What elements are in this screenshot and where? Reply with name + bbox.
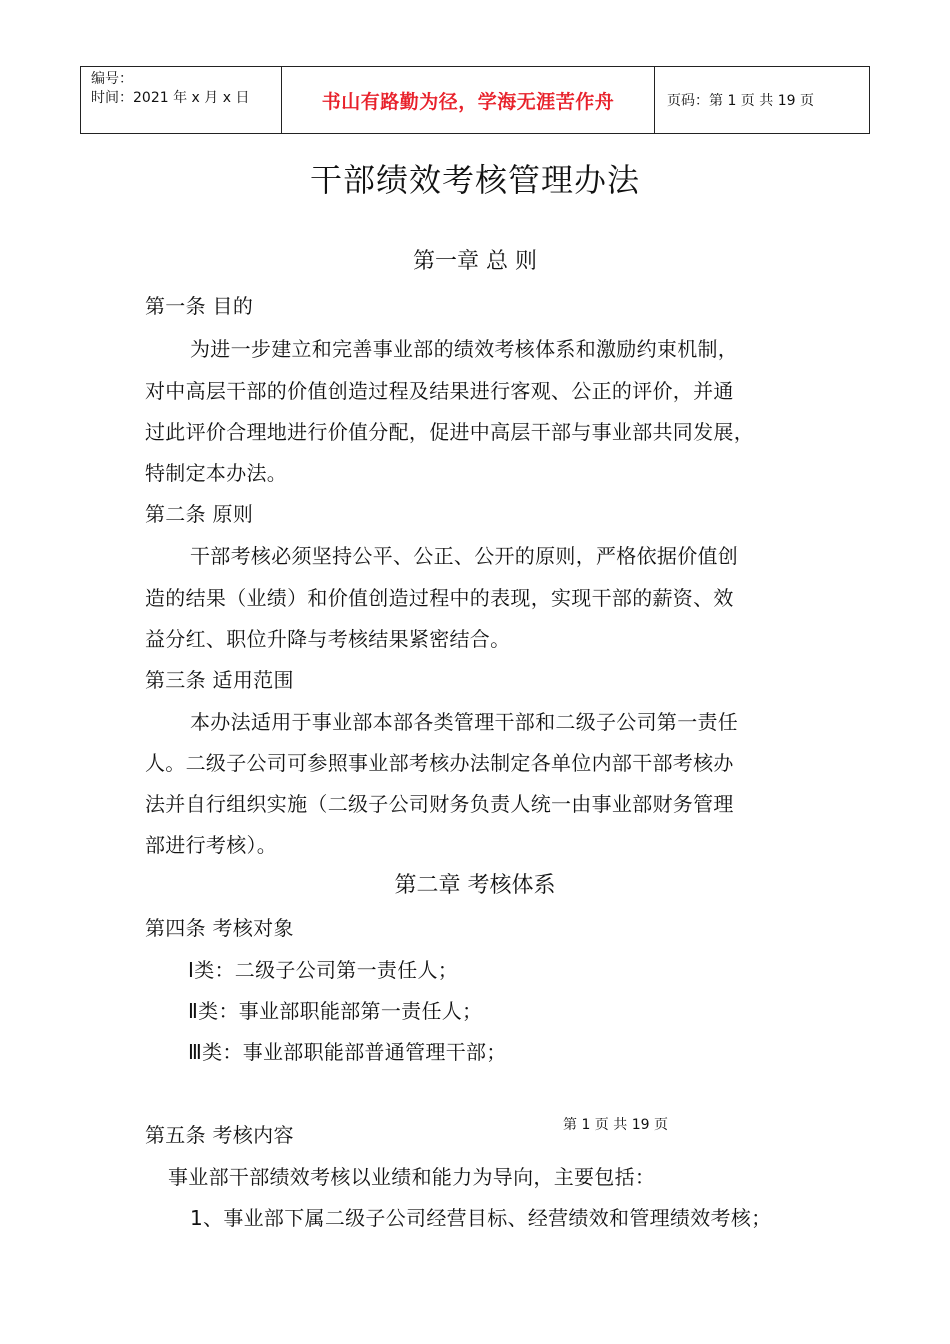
article-1-title: 第一条 目的 — [145, 294, 254, 318]
list-item: 1、事业部下属二级子公司经营目标、经营绩效和管理绩效考核； — [190, 1206, 772, 1230]
document-time-label: 时间：2021 年 x 月 x 日 — [91, 90, 250, 106]
article-2-title: 第二条 原则 — [145, 502, 254, 526]
list-item: Ⅲ类：事业部职能部普通管理干部； — [188, 1040, 507, 1064]
header-page-number: 页码：第 1 页 共 19 页 — [667, 93, 814, 109]
paragraph-line: 对中高层干部的价值创造过程及结果进行客观、公正的评价，并通 — [145, 379, 734, 403]
paragraph-line: 法并自行组织实施（二级子公司财务负责人统一由事业部财务管理 — [145, 792, 734, 816]
paragraph-line: 人。二级子公司可参照事业部考核办法制定各单位内部干部考核办 — [145, 751, 734, 775]
article-5-title: 第五条 考核内容 — [145, 1123, 294, 1147]
paragraph-line: 造的结果（业绩）和价值创造过程中的表现，实现干部的薪资、效 — [145, 586, 734, 610]
document-number-label: 编号： — [91, 71, 133, 87]
document-title: 干部绩效考核管理办法 — [309, 161, 640, 199]
chapter-1-heading: 第一章 总 则 — [413, 249, 537, 274]
chapter-2-heading: 第二章 考核体系 — [394, 873, 556, 898]
list-item: Ⅰ类：二级子公司第一责任人； — [188, 958, 459, 982]
paragraph-line: 部进行考核）。 — [145, 833, 278, 857]
paragraph-line: 特制定本办法。 — [145, 461, 288, 485]
header-page-cell — [655, 67, 869, 133]
article-3-title: 第三条 适用范围 — [145, 668, 294, 692]
paragraph-line: 过此评价合理地进行价值分配，促进中高层干部与事业部共同发展， — [145, 420, 754, 444]
header-motto-cell — [282, 67, 655, 133]
article-4-title: 第四条 考核对象 — [145, 916, 294, 940]
header-meta-cell — [81, 67, 282, 133]
paragraph-line: 本办法适用于事业部本部各类管理干部和二级子公司第一责任 — [190, 710, 739, 734]
list-item: Ⅱ类：事业部职能部第一责任人； — [188, 999, 483, 1023]
header-table — [80, 66, 870, 134]
paragraph-line: 事业部干部绩效考核以业绩和能力为导向，主要包括： — [168, 1165, 656, 1189]
paragraph-line: 为进一步建立和完善事业部的绩效考核体系和激励约束机制， — [190, 337, 739, 361]
footer-page-number: 第 1 页 共 19 页 — [563, 1117, 668, 1133]
paragraph-line: 干部考核必须坚持公平、公正、公开的原则，严格依据价值创 — [190, 544, 739, 568]
paragraph-line: 益分红、职位升降与考核结果紧密结合。 — [145, 627, 511, 651]
motto-text: 书山有路勤为径，学海无涯苦作舟 — [321, 90, 615, 113]
